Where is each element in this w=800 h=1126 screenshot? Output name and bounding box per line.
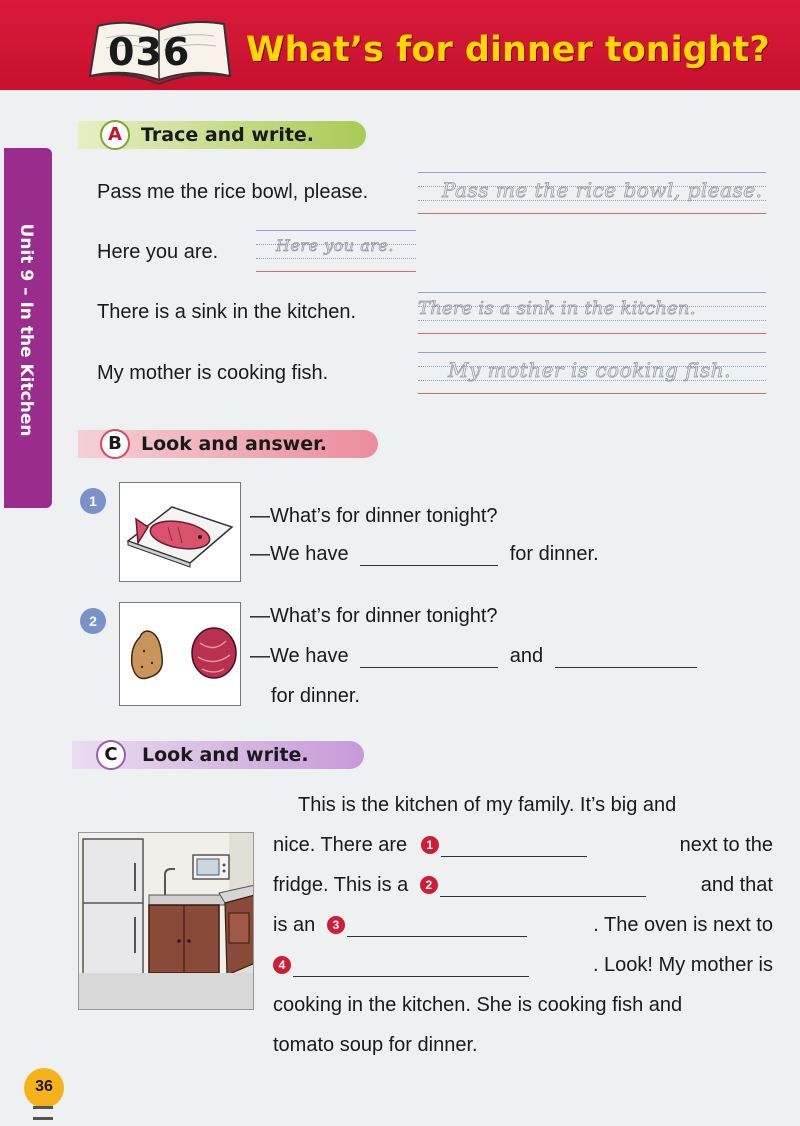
question-1-badge: 1 (80, 488, 106, 514)
paragraph-line-1: This is the kitchen of my family. It’s big and (298, 794, 677, 816)
paragraph-line-4 (273, 914, 773, 937)
section-c-letter: C (96, 740, 126, 770)
marker-4: 4 (273, 956, 291, 974)
blank-3[interactable] (347, 917, 527, 937)
paragraph-line-3 (273, 874, 773, 897)
trace-line-4[interactable] (418, 352, 766, 394)
sentence-3: There is a sink in the kitchen. (97, 301, 357, 323)
marker-2: 2 (420, 876, 438, 894)
fish-picture (119, 482, 241, 582)
blank-1[interactable] (441, 837, 587, 857)
section-b-title: Look and answer. (141, 433, 328, 455)
kitchen-picture (78, 832, 254, 1010)
line-2-start: nice. There are (273, 834, 408, 856)
question-2-badge: 2 (80, 608, 106, 634)
answer-1-end: for dinner. (509, 543, 599, 565)
sentence-2: Here you are. (97, 241, 219, 263)
line-5-end: . Look! My mother is (592, 954, 773, 976)
trace-text-1: Pass me the rice bowl, please. (442, 178, 763, 202)
answer-2-blank-1[interactable] (360, 648, 498, 668)
marker-1: 1 (421, 836, 439, 854)
trace-text-2: Here you are. (276, 236, 394, 255)
page-number-badge: 36 (24, 1068, 64, 1108)
section-b-letter: B (100, 429, 130, 459)
line-2-end: next to the (679, 834, 773, 856)
answer-2-blank-2[interactable] (555, 648, 697, 668)
section-c-title: Look and write. (142, 744, 309, 766)
unit-side-label: Unit 9 – In the Kitchen (16, 223, 36, 437)
marker-3: 3 (327, 916, 345, 934)
kitchen-illustration-icon (79, 833, 254, 1010)
answer-1-line (250, 543, 599, 566)
answer-2-mid: and (509, 645, 544, 667)
paragraph-line-5 (273, 954, 773, 977)
section-a-letter: A (100, 120, 130, 150)
blank-2[interactable] (440, 877, 646, 897)
trace-text-4: My mother is cooking fish. (448, 358, 731, 382)
answer-1-start: —We have (250, 543, 349, 565)
trace-text-3: There is a sink in the kitchen. (418, 298, 696, 319)
blank-4[interactable] (293, 957, 529, 977)
answer-2-start: —We have (250, 645, 349, 667)
answer-2-end: for dinner. (271, 685, 360, 707)
fish-on-plate-icon (120, 483, 240, 581)
question-2-text: —What’s for dinner tonight? (250, 605, 498, 627)
lesson-number: 036 (108, 30, 191, 74)
line-4-end: . The oven is next to (593, 914, 773, 936)
answer-1-blank[interactable] (360, 546, 498, 566)
trace-line-1[interactable] (418, 172, 766, 214)
answer-2-line (250, 645, 697, 668)
line-3-start: fridge. This is a (273, 874, 409, 896)
trace-line-3[interactable] (418, 292, 766, 334)
paragraph-line-2 (273, 834, 773, 857)
page-title: What’s for dinner tonight? (246, 30, 770, 70)
trace-line-2[interactable] (256, 230, 416, 272)
section-a-title: Trace and write. (141, 124, 315, 146)
lightbulb-base-icon (33, 1106, 53, 1120)
line-4-start: is an (273, 914, 316, 936)
paragraph-line-6: cooking in the kitchen. She is cooking fish and (273, 994, 683, 1016)
question-1-text: —What’s for dinner tonight? (250, 505, 498, 527)
sentence-4: My mother is cooking fish. (97, 362, 329, 384)
potato-and-meat-icon (120, 603, 240, 705)
line-3-end: and that (700, 874, 773, 896)
sentence-1: Pass me the rice bowl, please. (97, 181, 369, 203)
potato-meat-picture (119, 602, 241, 706)
paragraph-line-7: tomato soup for dinner. (273, 1034, 478, 1056)
